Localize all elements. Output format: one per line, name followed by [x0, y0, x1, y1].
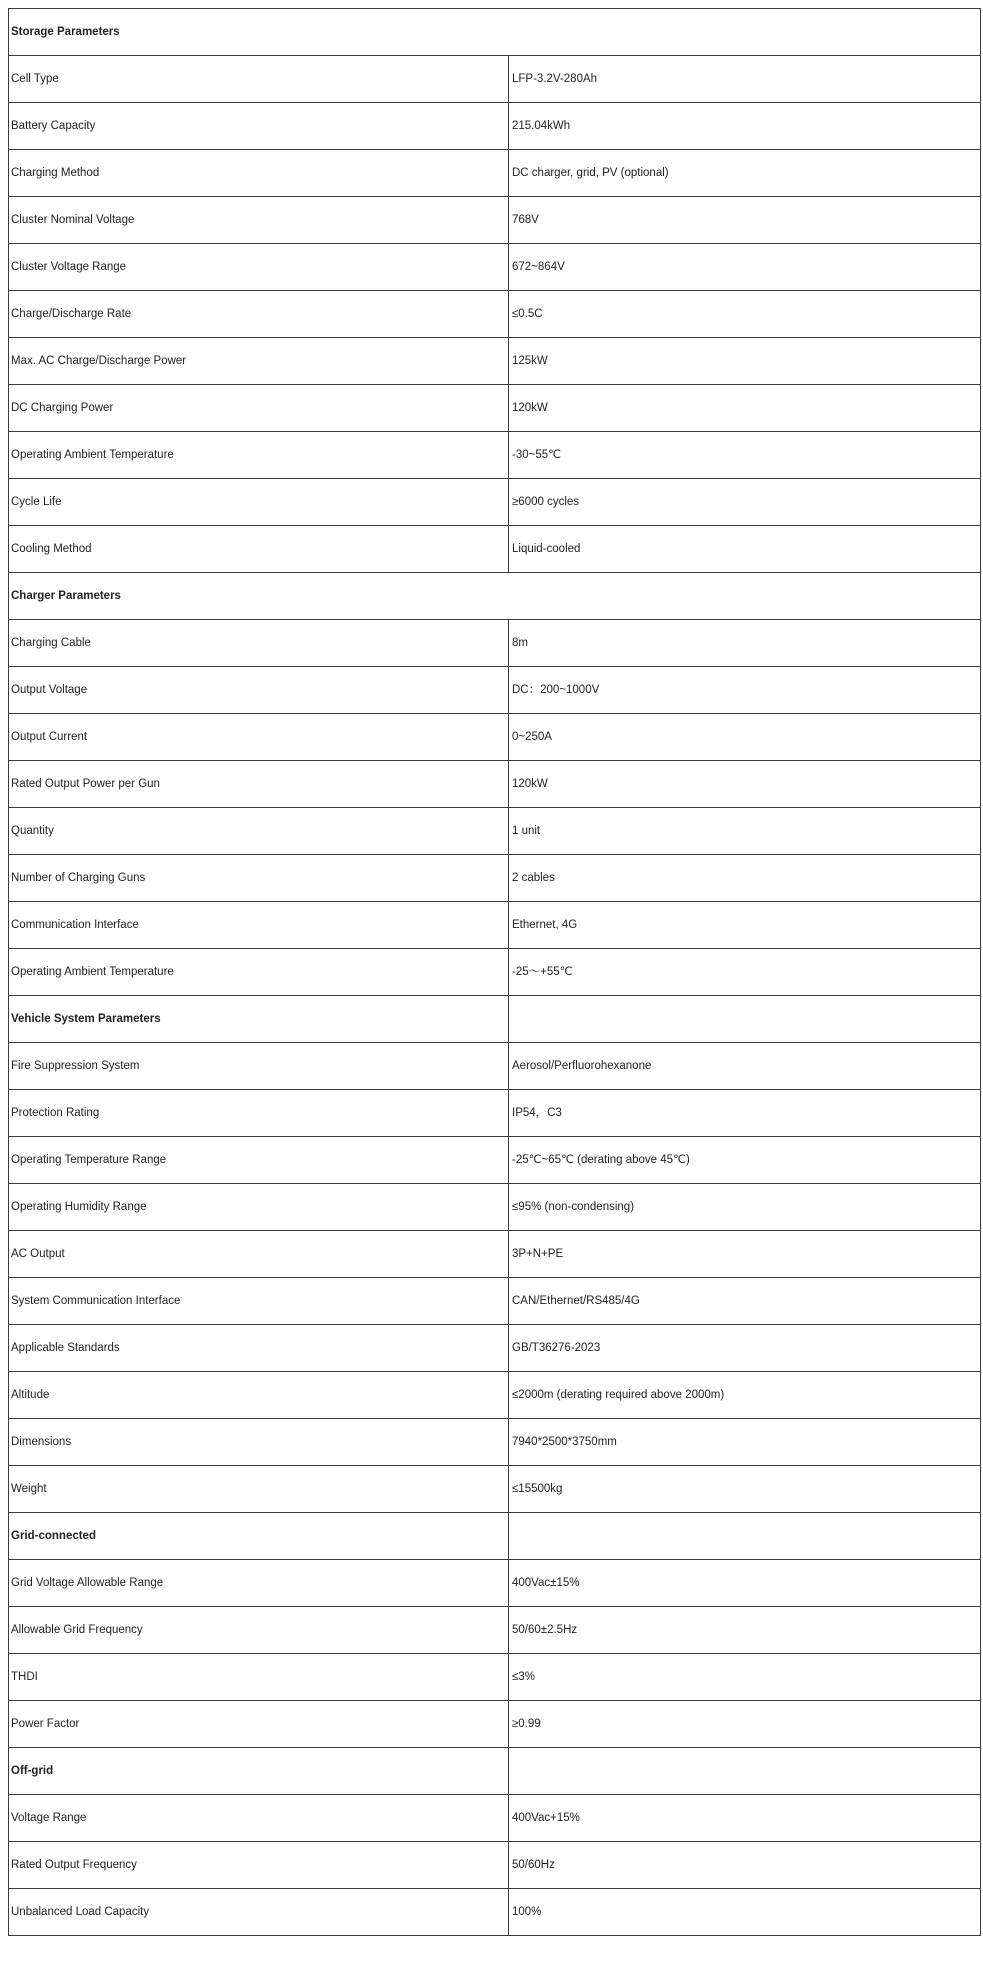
parameter-label: Rated Output Power per Gun: [9, 761, 509, 808]
parameter-value: DC：200~1000V: [509, 667, 981, 714]
parameter-label: AC Output: [9, 1231, 509, 1278]
table-row: [9, 291, 981, 338]
table-row: [9, 1607, 981, 1654]
parameter-label: Quantity: [9, 808, 509, 855]
section-header-row: [9, 9, 981, 56]
table-row: [9, 855, 981, 902]
table-row: [9, 620, 981, 667]
parameter-label: Operating Temperature Range: [9, 1137, 509, 1184]
parameter-label: Altitude: [9, 1372, 509, 1419]
parameter-label: Cluster Nominal Voltage: [9, 197, 509, 244]
parameter-label: Power Factor: [9, 1701, 509, 1748]
parameter-value: 3P+N+PE: [509, 1231, 981, 1278]
parameter-value: 1 unit: [509, 808, 981, 855]
parameter-value: ≤15500kg: [509, 1466, 981, 1513]
parameter-value: IP54，C3: [509, 1090, 981, 1137]
parameter-value: Aerosol/Perfluorohexanone: [509, 1043, 981, 1090]
section-title: Vehicle System Parameters: [9, 996, 509, 1043]
parameter-value: ≤2000m (derating required above 2000m): [509, 1372, 981, 1419]
parameter-label: Output Current: [9, 714, 509, 761]
parameter-label: Applicable Standards: [9, 1325, 509, 1372]
parameter-value: -25℃~65℃ (derating above 45℃): [509, 1137, 981, 1184]
parameter-label: Protection Rating: [9, 1090, 509, 1137]
parameter-label: Cluster Voltage Range: [9, 244, 509, 291]
specifications-table-body: [9, 9, 981, 1936]
parameter-label: Max. AC Charge/Discharge Power: [9, 338, 509, 385]
parameter-label: Battery Capacity: [9, 103, 509, 150]
parameter-value: 50/60±2.5Hz: [509, 1607, 981, 1654]
table-row: [9, 949, 981, 996]
parameter-value: LFP-3.2V-280Ah: [509, 56, 981, 103]
parameter-label: Rated Output Frequency: [9, 1842, 509, 1889]
specifications-table: [8, 8, 981, 1936]
section-empty-cell: [509, 996, 981, 1043]
section-title: Charger Parameters: [9, 573, 981, 620]
table-row: [9, 808, 981, 855]
parameter-label: DC Charging Power: [9, 385, 509, 432]
parameter-value: 768V: [509, 197, 981, 244]
parameter-label: Charge/Discharge Rate: [9, 291, 509, 338]
parameter-label: Allowable Grid Frequency: [9, 1607, 509, 1654]
table-row: [9, 1090, 981, 1137]
table-row: [9, 56, 981, 103]
parameter-label: Dimensions: [9, 1419, 509, 1466]
parameter-label: Voltage Range: [9, 1795, 509, 1842]
table-row: [9, 1889, 981, 1936]
parameter-label: Charging Cable: [9, 620, 509, 667]
section-empty-cell: [509, 1513, 981, 1560]
table-row: [9, 714, 981, 761]
parameter-label: Grid Voltage Allowable Range: [9, 1560, 509, 1607]
table-row: [9, 338, 981, 385]
table-row: [9, 1842, 981, 1889]
table-row: [9, 761, 981, 808]
parameter-value: GB/T36276-2023: [509, 1325, 981, 1372]
section-title: Off-grid: [9, 1748, 509, 1795]
parameter-value: 120kW: [509, 761, 981, 808]
parameter-label: Fire Suppression System: [9, 1043, 509, 1090]
parameter-label: Unbalanced Load Capacity: [9, 1889, 509, 1936]
parameter-value: CAN/Ethernet/RS485/4G: [509, 1278, 981, 1325]
section-header-row: [9, 1513, 981, 1560]
parameter-label: Cycle Life: [9, 479, 509, 526]
parameter-value: 0~250A: [509, 714, 981, 761]
parameter-value: ≤3%: [509, 1654, 981, 1701]
section-header-row: [9, 996, 981, 1043]
parameter-value: ≥6000 cycles: [509, 479, 981, 526]
parameter-label: Operating Ambient Temperature: [9, 432, 509, 479]
parameter-value: 672~864V: [509, 244, 981, 291]
parameter-value: 7940*2500*3750mm: [509, 1419, 981, 1466]
table-row: [9, 1231, 981, 1278]
table-row: [9, 1560, 981, 1607]
table-row: [9, 1184, 981, 1231]
table-row: [9, 1419, 981, 1466]
table-row: [9, 385, 981, 432]
table-row: [9, 1654, 981, 1701]
parameter-value: 2 cables: [509, 855, 981, 902]
parameter-value: DC charger, grid, PV (optional): [509, 150, 981, 197]
table-row: [9, 432, 981, 479]
table-row: [9, 1137, 981, 1184]
section-title: Grid-connected: [9, 1513, 509, 1560]
parameter-value: Ethernet, 4G: [509, 902, 981, 949]
table-row: [9, 1278, 981, 1325]
parameter-value: -25～+55℃: [509, 949, 981, 996]
parameter-label: System Communication Interface: [9, 1278, 509, 1325]
table-row: [9, 244, 981, 291]
parameter-value: ≤0.5C: [509, 291, 981, 338]
table-row: [9, 526, 981, 573]
parameter-label: Weight: [9, 1466, 509, 1513]
parameter-value: -30~55℃: [509, 432, 981, 479]
parameter-value: 400Vac+15%: [509, 1795, 981, 1842]
parameter-value: ≤95% (non-condensing): [509, 1184, 981, 1231]
parameter-label: Cooling Method: [9, 526, 509, 573]
parameter-label: Output Voltage: [9, 667, 509, 714]
table-row: [9, 1325, 981, 1372]
section-empty-cell: [509, 1748, 981, 1795]
parameter-value: 125kW: [509, 338, 981, 385]
parameter-label: THDI: [9, 1654, 509, 1701]
parameter-label: Cell Type: [9, 56, 509, 103]
parameter-label: Operating Humidity Range: [9, 1184, 509, 1231]
section-header-row: [9, 573, 981, 620]
parameter-value: 400Vac±15%: [509, 1560, 981, 1607]
parameter-value: 8m: [509, 620, 981, 667]
parameter-label: Number of Charging Guns: [9, 855, 509, 902]
table-row: [9, 1043, 981, 1090]
parameter-value: 50/60Hz: [509, 1842, 981, 1889]
table-row: [9, 197, 981, 244]
table-row: [9, 103, 981, 150]
section-title: Storage Parameters: [9, 9, 981, 56]
parameter-label: Operating Ambient Temperature: [9, 949, 509, 996]
table-row: [9, 1795, 981, 1842]
parameter-label: Charging Method: [9, 150, 509, 197]
section-header-row: [9, 1748, 981, 1795]
table-row: [9, 1701, 981, 1748]
parameter-value: 100%: [509, 1889, 981, 1936]
parameter-label: Communication Interface: [9, 902, 509, 949]
parameter-value: 215.04kWh: [509, 103, 981, 150]
table-row: [9, 479, 981, 526]
parameter-value: Liquid-cooled: [509, 526, 981, 573]
table-row: [9, 902, 981, 949]
table-row: [9, 667, 981, 714]
table-row: [9, 1466, 981, 1513]
table-row: [9, 1372, 981, 1419]
parameter-value: ≥0.99: [509, 1701, 981, 1748]
parameter-value: 120kW: [509, 385, 981, 432]
table-row: [9, 150, 981, 197]
